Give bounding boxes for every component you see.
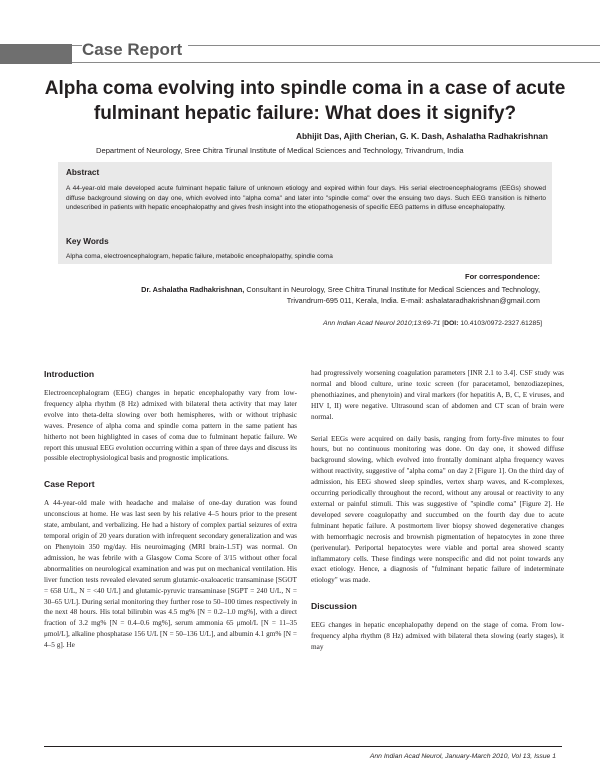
correspondence-heading: For correspondence:: [464, 272, 540, 281]
discussion-heading: Discussion: [311, 601, 357, 612]
doi-label: DOI:: [444, 320, 459, 327]
introduction-heading: Introduction: [44, 369, 95, 379]
footer-rule: [44, 746, 562, 747]
left-column: [44, 368, 297, 651]
affiliation: Department of Neurology, Sree Chitra Tirunal Institute of Medical Sciences and Technology, Trivandrum, India: [96, 146, 464, 155]
header-gray-block: [0, 44, 72, 64]
correspondence-line1: Consultant in Neurology, Sree Chitra Tirunal Institute for Medical Sciences and Technology,: [244, 285, 540, 294]
citation-journal: Ann Indian Acad Neurol 2010;13:69-71: [323, 320, 441, 327]
header-rule-bottom: [0, 62, 600, 63]
correspondence-name: Dr. Ashalatha Radhakrishnan,: [141, 285, 245, 294]
case-report-heading: Case Report: [44, 479, 95, 490]
article-title: Alpha coma evolving into spindle coma in a case of acute fulminant hepatic failure: What does it signify?: [44, 78, 566, 124]
labs-paragraph: had progressively worsening coagulation parameters [INR 2.1 to 3.4]. CSF study was normal and blood culture, urine toxic screen (for paracetamol, benzodiazepines, phenothiazines, and phenytoin) and viral markers (for hepatitis A, B, C, E viruses, and HIV I, II) were negative. Ultrasound scan of abdomen and CT scan of brain were normal.: [311, 369, 564, 421]
abstract-text: A 44-year-old male developed acute fulminant hepatic failure of unknown etiology and expired within four days. His serial electroencephalograms (EEGs) showed diffuse background slowing on day one, which evolved into "alpha coma" and later into "spindle coma" over the ensuing two days. Such EEG transition is hitherto undescribed in patients with hepatic encephalopathy and gives fresh insight into the etiopathogenesis of specific EEG patterns in diffuse encephalopathy.: [66, 185, 546, 212]
section-label: Case Report: [82, 40, 188, 60]
abstract-heading: Abstract: [66, 168, 100, 177]
discussion-paragraph: EEG changes in hepatic encephalopathy depend on the stage of coma. From low-frequency alpha rhythm (8 Hz) admixed with bilateral theta slowing (early stages), it may: [311, 621, 564, 652]
keywords-text: Alpha coma, electroencephalogram, hepatic failure, metabolic encephalopathy, spindle coma: [66, 253, 333, 260]
footer-text: Ann Indian Acad Neurol, January-March 2010, Vol 13, Issue 1: [369, 753, 556, 760]
case-report-paragraph: A 44-year-old male with headache and malaise of one-day duration was found unconscious at home. He was last seen by his relative 4–5 hours prior to the present state, ambulant, and verbalizing. He had a history of complex partial seizures of extra temporal origin of 20 years duration with infrequent secondary generalization and was on Phenytoin 350 mg/day. His neuroimaging (MRI brain-1.5T) was normal. On admission, he was febrile with a Glasgow Coma Score of 3/15 without other focal abnormalities on neurological examination and was put on mechanical ventilation. His liver function tests revealed elevated serum glutamic-oxaloacetic transaminase [SGOT = 658 U/L, N = <40 U/L] and glutamic-pyruvic transaminase [SGPT = 240 U/L, N = 30–65 U/L]. During serial monitoring they further rose to 50–100 times respectively in the next 48 hours. His total bilirubin was 4.5 mg% [N = 0.2–1.0 mg%], with a direct fraction of 3.2 mg% [N = 0.4–0.6 mg%], serum ammonia 65 μmol/L [N = 11–35 μmol/L], alkaline phosphatase 156 U/L [N = 50–136 U/L], and albumin 4.1 gm% [N = 4–5 g]. He: [44, 499, 297, 650]
correspondence-text: [60, 284, 540, 306]
doi-value: 10.4103/0972-2327.61285: [458, 320, 541, 327]
introduction-paragraph: Electroencephalogram (EEG) changes in hepatic encephalopathy vary from low-frequency alpha rhythm (8 Hz) admixed with bilateral theta activity that may later evolve into theta-delta slowing over both hemispheres, with or without triphasic waves. Presence of alpha coma and spindle coma pattern in the same patient has hitherto not been highlighted in cases of coma due to fulminant hepatic failure. We report this unusual EEG evolution occurring within a span of three days and discuss its possible electrophysiological basis and prognostic implications.: [44, 389, 297, 463]
citation: Ann Indian Acad Neurol 2010;13:69-71 [DOI: 10.4103/0972-2327.61285]: [323, 320, 542, 327]
abstract-box: [58, 162, 552, 264]
correspondence-line2: Trivandrum-695 011, Kerala, India. E-mail: ashalataradhakrishnan@gmail.com: [286, 296, 540, 305]
keywords-heading: Key Words: [66, 237, 109, 246]
right-column: [311, 368, 564, 653]
eeg-paragraph: Serial EEGs were acquired on daily basis, ranging from forty-five minutes to four hours, but no continuous monitoring was done. On day one, it showed diffuse background slowing, which evolved into frontally dominant alpha frequency waves without reactivity, suggestive of "alpha coma" on day 2 [Figure 1]. On the third day of admission, his EEG showed sleep spindles, vertex sharp waves, and K-complexes, occurring periodically throughout the record, without any arousal or reactivity to any external or painful stimuli. This was suggestive of "spindle coma" [Figure 2]. He developed severe coagulopathy and succumbed on the fourth day due to acute fulminant hepatic failure. A postmortem liver biopsy showed degenerative changes with hemorrhagic necrosis and brownish pigmentation of hepatocytes in zone three (perivenular). Periportal hepatocytes were viable and portal area showed scanty inflammatory cells. These findings were nonspecific and did not point towards any exact etiology. Hence, a diagnosis of "fulminant hepatic failure of indeterminate etiology" was made.: [311, 434, 564, 585]
author-list: Abhijit Das, Ajith Cherian, G. K. Dash, Ashalatha Radhakrishnan: [295, 131, 548, 141]
